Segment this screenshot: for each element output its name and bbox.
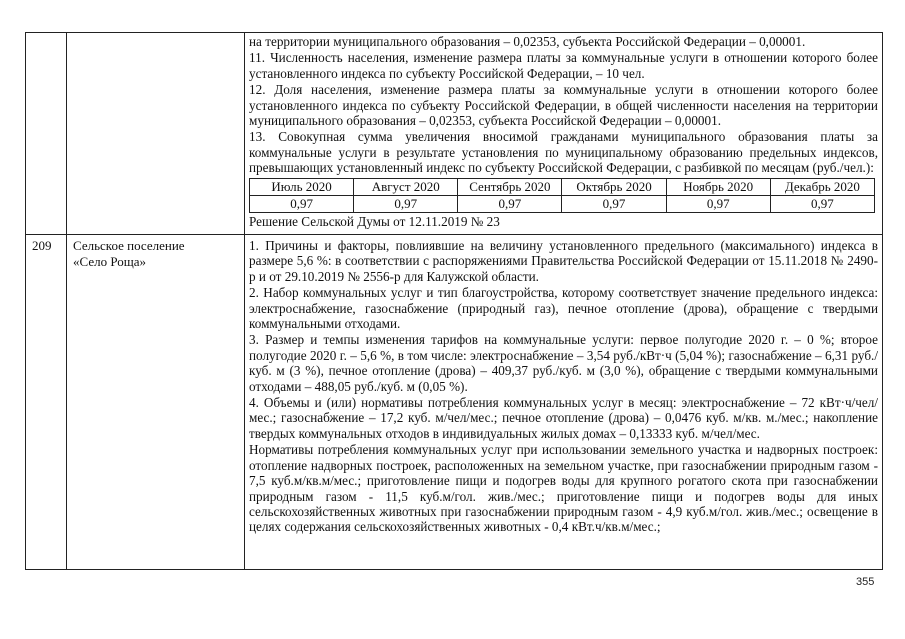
monthly-amounts-table: [249, 178, 875, 213]
month-header: Декабрь 2020: [770, 178, 874, 195]
row-number-cell: [26, 235, 67, 570]
details-text: [245, 235, 882, 569]
paragraph: 11. Численность населения, изменение размера платы за коммунальные услуги в отношении которого более установленного индекса по субъекту Российской Федерации, – 10 чел.: [249, 50, 878, 81]
paragraph: 3. Размер и темпы изменения тарифов на коммунальные услуги: первое полугодие 2020 г. – 0 %; второе полугодие 2020 г. – 5,6 %, в том числе: электроснабжение – 3,54 руб./кВт·ч (5,04 %); газоснабжение – 6,31 руб./куб. м (3 %), печное отопление (дрова) – 409,37 руб./куб. м (3,0 %), обращение с твердыми коммунальными отходами – 488,05 руб./куб. м (0,05 %).: [249, 332, 878, 394]
row-number: 209: [32, 238, 52, 253]
paragraph: 12. Доля населения, изменение размера платы за коммунальные услуги в отношении которого более установленного индекса по субъекту Российской Федерации, в общей численности населения на территории муниципального образования – 0,02353, субъекта Российской Федерации – 0,00001.: [249, 82, 878, 129]
paragraph: 4. Объемы и (или) нормативы потребления коммунальных услуг в месяц: электроснабжение – 72 кВт·ч/чел/мес.; газоснабжение – 17,2 куб. м/чел/мес.; печное отопление (дрова) – 0,0476 куб. м/кв. м./мес.; накопление твердых коммунальных отходов в индивидуальных жилых домах – 0,13333 куб. м/чел/мес.: [249, 395, 878, 441]
row-number-cell: [26, 33, 67, 235]
index-table: [25, 32, 883, 570]
paragraph: 2. Набор коммунальных услуг и тип благоустройства, которому соответствует значение предельного индекса: электроснабжение, газоснабжение (природный газ), печное отопление (дрова), обращение с твердыми коммунальными отходами.: [249, 285, 878, 332]
table-row: [26, 33, 883, 235]
row-number: [26, 33, 66, 36]
municipality-name-cell: [67, 33, 245, 235]
months-values-row: [250, 195, 875, 212]
month-value: 0,97: [354, 195, 458, 212]
details-text: [245, 33, 882, 230]
details-cell: [245, 33, 883, 235]
month-header: Сентябрь 2020: [458, 178, 562, 195]
month-value: 0,97: [250, 195, 354, 212]
decision-reference: Решение Сельской Думы от 12.11.2019 № 23: [249, 213, 500, 229]
paragraph: Нормативы потребления коммунальных услуг при использовании земельного участка и надворных построек: отопление надворных построек, расположенных на земельном участке, при газоснабжении природным газом - 7,5 куб.м/кв.м/мес.; приготовление пищи и подогрев воды для крупного рогатого скота при газоснабжении природным газом - 11,5 куб.м/гол. жив./мес.; приготовление пищи и подогрев воды для иных сельскохозяйственных животных при газоснабжении природным газом - 4,9 куб.м/гол. жив./мес.; освещение в целях содержания сельскохозяйственных животных - 0,4 кВт.ч/кв.м/мес.;: [249, 442, 878, 535]
month-value: 0,97: [666, 195, 770, 212]
month-header: Октябрь 2020: [562, 178, 666, 195]
month-value: 0,97: [458, 195, 562, 212]
month-header: Август 2020: [354, 178, 458, 195]
paragraph: 13. Совокупная сумма увеличения вносимой гражданами муниципального образования платы за коммунальные услуги в результате установления по муниципальному образованию предельных индексов, превышающих установленный индекс по субъекту Российской Федерации, с разбивкой по месяцам (руб./чел.):: [249, 129, 878, 176]
page-number: 355: [856, 576, 875, 588]
municipality-name-cell: [67, 235, 245, 570]
month-header: Июль 2020: [250, 178, 354, 195]
municipality-name-line: «Село Роща»: [73, 254, 147, 269]
municipality-name: [67, 235, 244, 270]
month-value: 0,97: [770, 195, 874, 212]
municipality-name: [67, 33, 244, 36]
paragraph: на территории муниципального образования – 0,02353, субъекта Российской Федерации – 0,00001.: [249, 34, 806, 49]
month-value: 0,97: [562, 195, 666, 212]
municipality-name-line: Сельское поселение: [73, 238, 185, 253]
details-cell: [245, 235, 883, 570]
paragraph: 1. Причины и факторы, повлиявшие на величину установленного предельного (максимального) индекса в размере 5,6 %: в соответствии с распоряжениями Правительства Российской Федерации от 15.11.2018 № 2490-р и от 29.10.2019 № 2556-р для Калужской области.: [249, 238, 878, 284]
month-header: Ноябрь 2020: [666, 178, 770, 195]
table-row: [26, 235, 883, 570]
months-header-row: [250, 178, 875, 195]
